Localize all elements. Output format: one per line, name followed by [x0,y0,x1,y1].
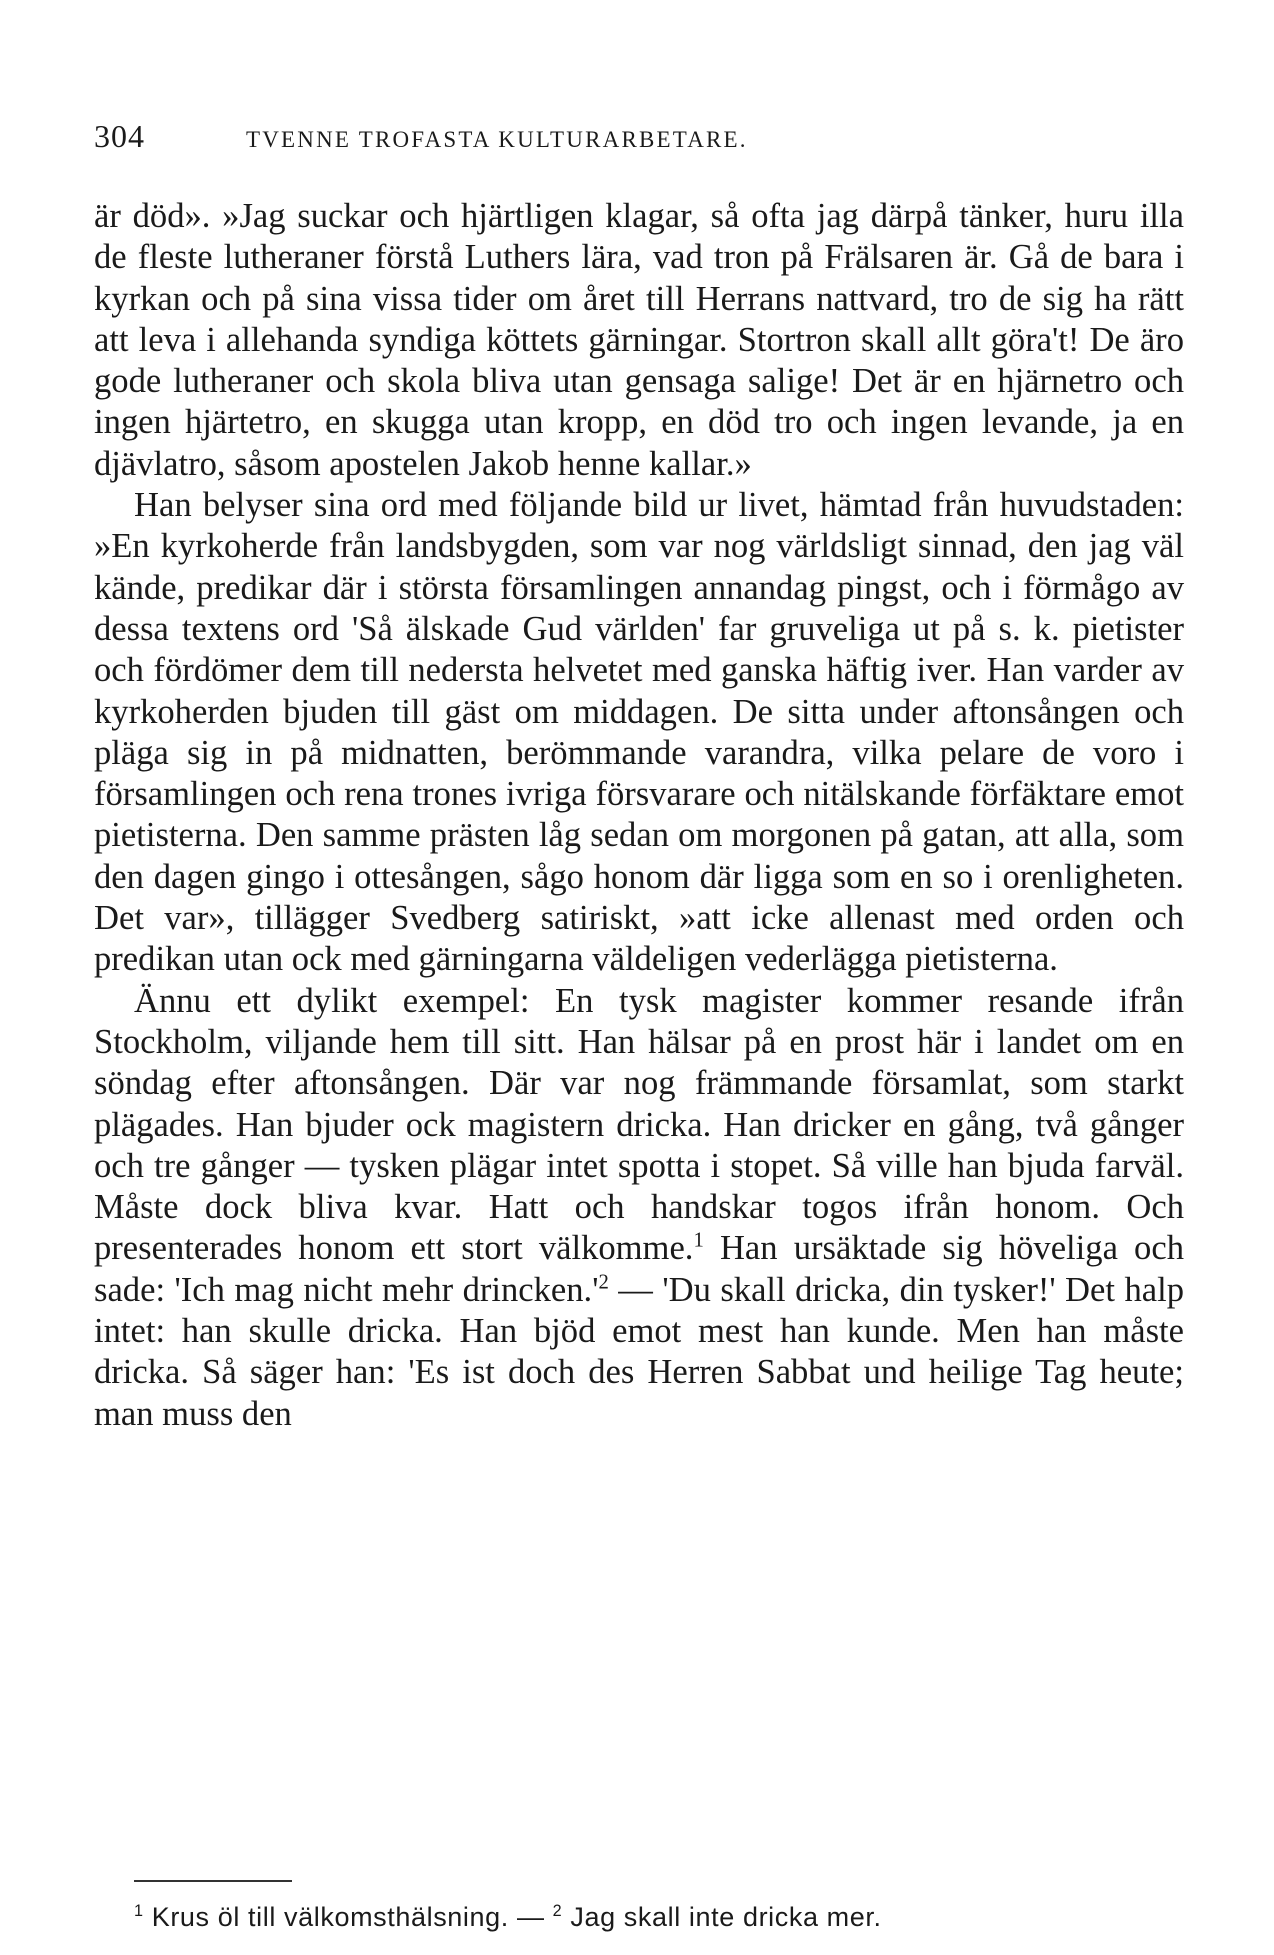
running-title: TVENNE TROFASTA KULTURARBETARE. [246,127,748,152]
paragraph-1: är död». »Jag suckar och hjärtligen klagar, så ofta jag därpå tänker, huru illa de fleste lutheraner förstå Luthers lära, vad tron på Frälsaren är. Gå de bara i kyrkan och på sina vissa tider om året till Herrans nattvard, tro de sig ha rätt att leva i allehanda syndiga köttets gärningar. Stortron skall allt göra't! De äro gode lutheraner och skola bliva utan gensaga salige! Det är en hjärnetro och ingen hjärtetro, en skugga utan kropp, en död tro och ingen levande, ja en djävlatro, såsom apostelen Jakob henne kallar.» [94,197,1184,483]
footnotes [134,1900,1194,1934]
footnote-2-text: Jag skall inte dricka mer. [562,1902,882,1932]
paragraph-3-part-c: — 'Du skall dricka, din tysker!' Det halp intet: han skulle dricka. Han bjöd emot mest han kunde. Men han måste dricka. Så säger han: 'Es ist doch des Herren Sabbat und heilige Tag heute; man muss den [94,1270,1185,1433]
footnote-divider [134,1880,292,1882]
paragraph-3 [94,981,1184,1435]
footnote-2-number: 2 [552,1902,563,1920]
running-header [94,118,1184,158]
footnote-mark-1: 1 [693,1229,704,1252]
footnote-1-number: 1 [134,1902,144,1920]
body-text [94,196,1184,1435]
footnote-mark-2: 2 [598,1271,609,1294]
paragraph-3-part-b: Han ursäktade sig höveliga och sade: 'Ich mag nicht mehr drincken.' [94,1229,1184,1309]
footnote-1-text: Krus öl till välkomsthälsning. — [143,1902,553,1932]
book-page [94,0,1184,1955]
paragraph-2: Han belyser sina ord med följande bild ur livet, hämtad från huvudstaden: »En kyrkoherde från landsbygden, som var nog världsligt sinnad, den jag väl kände, predikar där i största församlingen annandag pingst, och i förmågo av dessa textens ord 'Så älskade Gud världen' far gruveliga ut på s. k. pietister och fördömer dem till nedersta helvetet med ganska häftig iver. Han varder av kyrkoherden bjuden till gäst om middagen. De sitta under aftonsången och pläga sig in på midnatten, berömmande varandra, vilka pelare de voro i församlingen och rena trones ivriga försvarare och nitälskande förfäktare emot pietisterna. Den samme prästen låg sedan om morgonen på gatan, att alla, som den dagen gingo i ottesången, sågo honom där ligga som en so i orenligheten. Det var», tillägger Svedberg satiriskt, »att icke allenast med orden och predikan utan ock med gärningarna väldeligen vederlägga pietisterna. [94,486,1184,979]
page-number: 304 [94,118,145,154]
paragraph-3-part-a: Ännu ett dylikt exempel: En tysk magister kommer resande ifrån Stockholm, viljande hem till sitt. Han hälsar på en prost här i landet om en söndag efter aftonsången. Där var nog främmande församlat, som starkt plägades. Han bjuder ock magistern dricka. Han dricker en gång, två gånger och tre gånger — tysken plägar intet spotta i stopet. Så ville han bjuda farväl. Måste dock bliva kvar. Hatt och handskar togos ifrån honom. Och presenterades honom ett stort välkomme. [94,981,1184,1268]
